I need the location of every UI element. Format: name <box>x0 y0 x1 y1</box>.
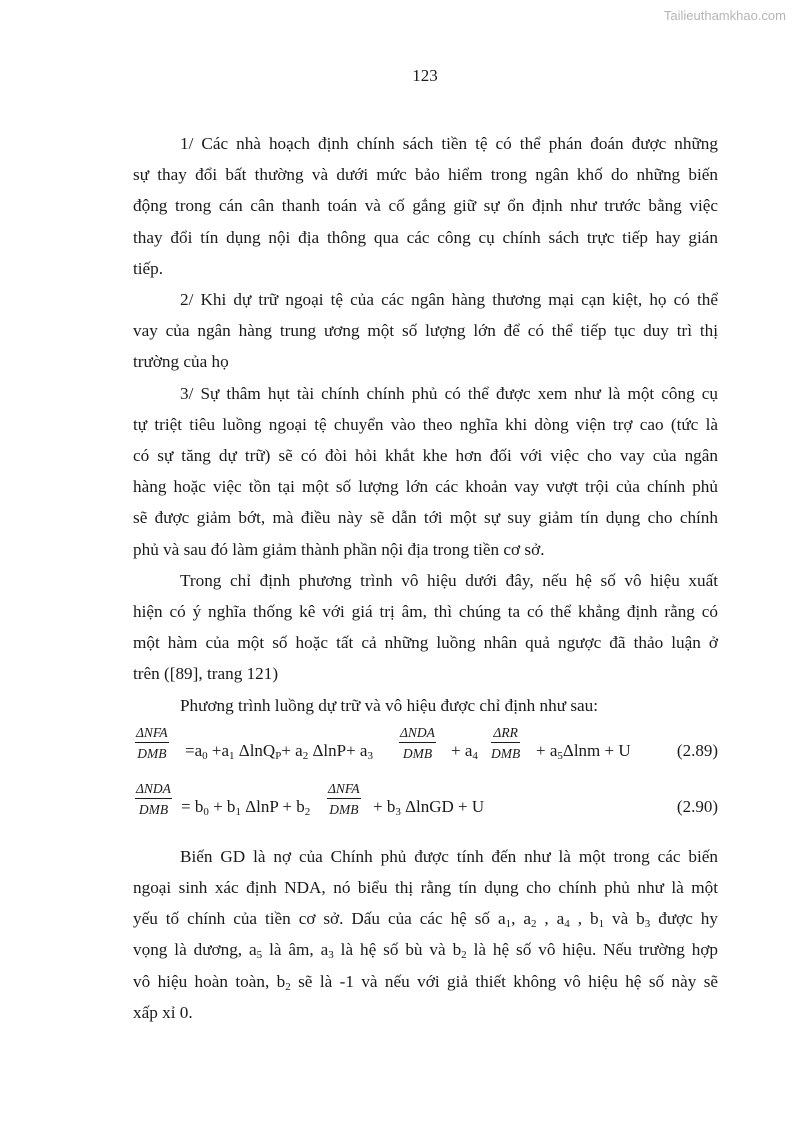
paragraph-1 <box>133 128 718 284</box>
fraction-denominator: DMB <box>329 801 359 817</box>
equation-2-89 <box>133 725 718 777</box>
text-line: 1/ Các nhà hoạch định chính sách tiền tệ có thể phán đoán được những <box>180 134 718 153</box>
equation-terms: + $a_4$ <box>451 740 478 762</box>
text-line: Trong chỉ định phương trình vô hiệu dưới đây, nếu hệ số vô hiệu xuất <box>180 570 718 590</box>
fraction-numerator: ΔNFA <box>135 725 169 743</box>
text-line: sự thay đổi bất thường và dưới mức bảo hiểm trong ngân khố do những biến <box>133 165 718 185</box>
paragraph-2 <box>133 284 718 378</box>
fraction-numerator: ΔNFA <box>327 781 361 799</box>
fraction <box>135 725 169 761</box>
equation-terms: + $b_3$ ΔlnGD + U <box>373 796 485 818</box>
equation-terms: = $b_0 + b_1$ $\Delta\ln P + b_2$ <box>181 796 311 818</box>
equation-number: (2.89) <box>676 740 718 760</box>
fraction-numerator: ΔNDA <box>135 781 172 799</box>
text-line: hiện có ý nghĩa thống kê với giá trị âm, thì chúng ta có thể khẳng định rằng có <box>133 602 718 622</box>
document-body <box>133 128 718 1028</box>
text-line: hàng hoặc việc tồn tại một số lượng lớn các khoản vay vượt trội của chính phủ <box>133 477 718 497</box>
fraction <box>491 725 520 761</box>
paragraph-4 <box>133 565 718 690</box>
paragraph-3 <box>133 378 718 565</box>
fraction-denominator: DMB <box>137 745 167 761</box>
text-line: phủ và sau đó làm giảm thành phần nội địa trong tiền cơ sở. <box>133 539 545 559</box>
text-line: một hàm của một số hoặc tất cả những luồng nhân quả ngược đã thảo luận ở <box>133 633 718 653</box>
equation-2-90 <box>133 781 718 833</box>
text-line: thay đổi tín dụng nội địa thông qua các công cụ chính sách trực tiếp hay gián <box>133 227 718 247</box>
fraction <box>135 781 172 817</box>
text-line: trên ([89], trang 121) <box>133 664 279 684</box>
text-line: vô hiệu hoàn toàn, $b_2$ sẽ là -1 và nếu với giả thiết không vô hiệu hệ số này sẽ <box>133 971 719 993</box>
text-line: Phương trình luồng dự trữ và vô hiệu được chỉ định như sau: <box>180 695 599 715</box>
equation-terms: $=a_0 +a_1$ $\Delta\ln Q_P+ a_2$ $\Delta\ln P+ a_3$ <box>185 740 373 762</box>
fraction-denominator: DMB <box>138 801 169 817</box>
text-line: yếu tố chính của tiền cơ sở. Dấu của các hệ số $a_1$, $a_2$ , $a_4$ , $b_1$ và $b_3$ được hy <box>133 909 718 931</box>
fraction <box>327 781 361 817</box>
text-line: 3/ Sự thâm hụt tài chính chính phủ có thể được xem như là một công cụ <box>180 383 718 403</box>
page-number: 123 <box>412 66 438 85</box>
text-line: xấp xỉ 0. <box>133 1002 193 1022</box>
text-line: sẽ được giảm bớt, mà điều này sẽ dẫn tới một sự suy giảm tín dụng cho chính <box>133 508 718 528</box>
fraction <box>399 725 436 761</box>
text-line: tự triệt tiêu luồng ngoại tệ chuyển vào theo nghĩa khi dòng viện trợ cao (tức là <box>133 414 718 434</box>
equation-terms: + $a_5\Delta\ln m + U$ <box>536 740 631 762</box>
fraction-denominator: DMB <box>491 745 521 761</box>
text-line: 2/ Khi dự trữ ngoại tệ của các ngân hàng thương mại cạn kiệt, họ có thể <box>180 290 718 310</box>
fraction-numerator: ΔRR <box>491 725 520 743</box>
text-line: Biến GD là nợ của Chính phủ được tính đến như là một trong các biến <box>180 846 718 866</box>
text-line: vọng là dương, $a_5$ là âm, $a_3$ là hệ số bù và $b_2$ là hệ số vô hiệu. Nếu trường hợp <box>133 940 719 962</box>
text-line: động trong cán cân thanh toán và cố gắng giữ sự ổn định như trước bằng việc <box>133 196 718 216</box>
paragraph-6 <box>133 841 718 1028</box>
fraction-denominator: DMB <box>402 745 433 761</box>
text-line: ngoại sinh xác định NDA, nó biểu thị rằng tín dụng cho chính phủ như là một <box>133 878 718 898</box>
text-line: vay của ngân hàng trung ương một số lượng lớn để có thể tiếp tục duy trì thị <box>133 321 718 341</box>
equation-number: (2.90) <box>676 796 718 816</box>
text-line: có sự tăng dự trữ) sẽ có đòi hỏi khắt khe hơn đối với việc cho vay của ngân <box>133 446 718 466</box>
text-line: tiếp. <box>133 258 164 278</box>
fraction-numerator: ΔNDA <box>399 725 436 743</box>
text-line: trường của họ <box>133 352 229 372</box>
watermark: Tailieuthamkhao.com <box>663 8 786 23</box>
paragraph-5 <box>133 690 718 721</box>
